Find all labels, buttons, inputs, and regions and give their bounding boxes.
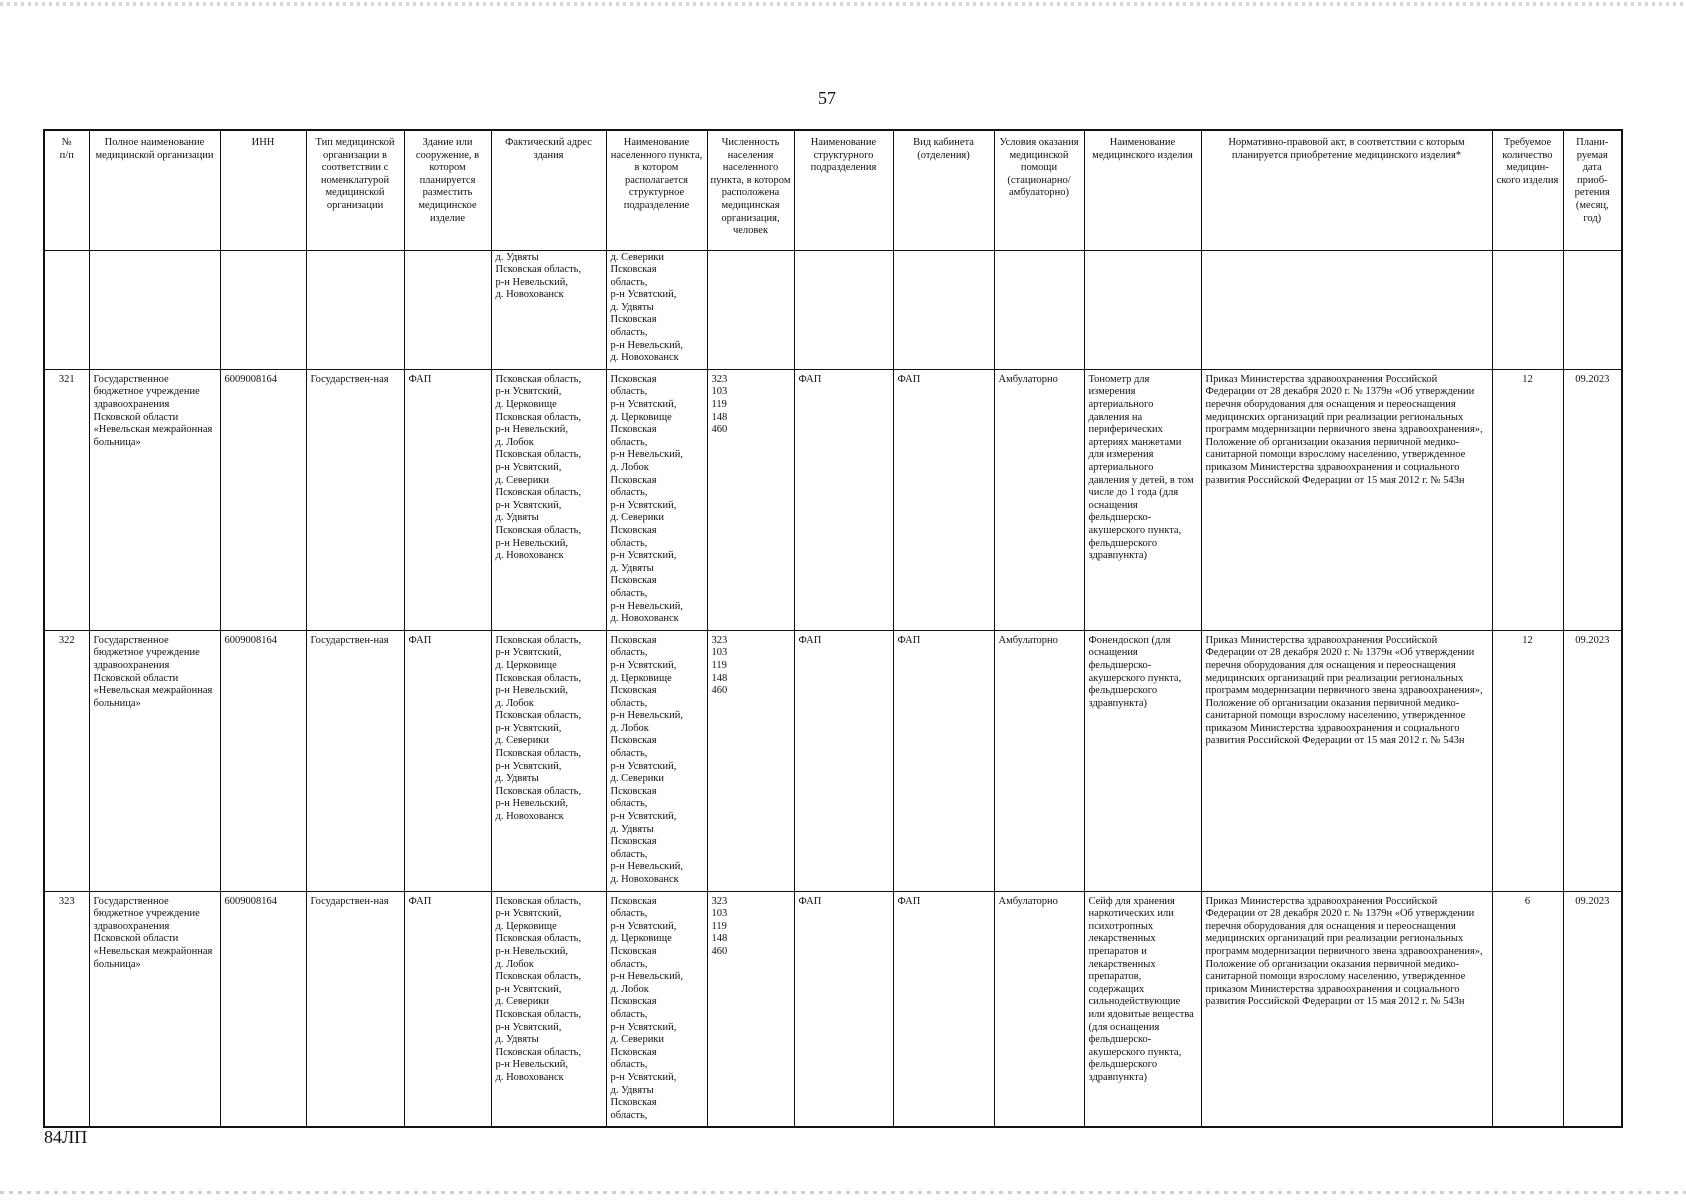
- table-cell: [707, 250, 794, 369]
- org-type-cell: Государствен-ная: [306, 891, 404, 1127]
- building-cell: ФАП: [404, 630, 491, 891]
- table-cell: [89, 250, 220, 369]
- header-date: Плани-руемая дата приоб-ретения (месяц, год): [1563, 130, 1622, 250]
- population-cell: 323 103 119 148 460: [707, 630, 794, 891]
- org-name-cell: Государственное бюджетное учреждение здравоохранения Псковской области «Невельская межрайонная больница»: [89, 630, 220, 891]
- table-cell: [44, 250, 89, 369]
- inn-cell: 6009008164: [220, 891, 306, 1127]
- table-cell: [306, 250, 404, 369]
- date-cell: 09.2023: [1563, 630, 1622, 891]
- table-row: [44, 630, 1622, 891]
- unit-cell: ФАП: [794, 891, 893, 1127]
- page-number: 57: [818, 88, 836, 108]
- building-cell: ФАП: [404, 891, 491, 1127]
- header-inn: ИНН: [220, 130, 306, 250]
- population-cell: 323 103 119 148 460: [707, 369, 794, 630]
- header-legal-act: Нормативно-правовой акт, в соответствии с которым планируется приобретение медицинского изделия*: [1201, 130, 1492, 250]
- table-cell: [1084, 250, 1201, 369]
- header-quantity: Требуемое количество медицин-ского изделия: [1492, 130, 1563, 250]
- scan-edge-top: [0, 2, 1686, 6]
- date-cell: 09.2023: [1563, 369, 1622, 630]
- equipment-table: [43, 129, 1623, 1128]
- device-cell: Тонометр для измерения артериального давления на периферических артериях манжетами для измерения артериального давления у детей, в том числе до 1 года (для оснащения фельдшерско-акушерского пункта, фельдшерского здравпункта): [1084, 369, 1201, 630]
- row-number: 323: [44, 891, 89, 1127]
- table-cell: [994, 250, 1084, 369]
- settlement-cell: д. Северики Псковская область, р-н Усвятский, д. Удвяты Псковская область, р-н Невельский, д. Новохованск: [606, 250, 707, 369]
- table-cell: [794, 250, 893, 369]
- header-address: Фактический адрес здания: [491, 130, 606, 250]
- unit-cell: ФАП: [794, 630, 893, 891]
- org-type-cell: Государствен-ная: [306, 630, 404, 891]
- settlement-cell: Псковская область, р-н Усвятский, д. Церковище Псковская область, р-н Невельский, д. Лобок Псковская область, р-н Усвятский, д. Северики Псковская область, р-н Усвятский, д. Удвяты Псковская область, р-н Невельский, д. Новохованск: [606, 630, 707, 891]
- header-population: Численность населения населенного пункта, в котором расположена медицинская организация, человек: [707, 130, 794, 250]
- org-name-cell: Государственное бюджетное учреждение здравоохранения Псковской области «Невельская межрайонная больница»: [89, 891, 220, 1127]
- legal-act-cell: Приказ Министерства здравоохранения Российской Федерации от 28 декабря 2020 г. № 1379н «Об утверждении перечня оборудования для оснащения и переоснащения медицинских организаций при реализации региональных программ модернизации первичного звена здравоохранения», Положение об организации оказания первичной медико-санитарной помощи взрослому населению, утвержденное приказом Министерства здравоохранения и социального развития Российской Федерации от 15 мая 2012 г. № 543н: [1201, 630, 1492, 891]
- row-number: 321: [44, 369, 89, 630]
- header-settlement: Наименование населенного пункта, в котором располагается структурное подразделение: [606, 130, 707, 250]
- header-row: [44, 130, 1622, 250]
- quantity-cell: 6: [1492, 891, 1563, 1127]
- header-conditions: Условия оказания медицинской помощи (стационарно/ амбулаторно): [994, 130, 1084, 250]
- population-cell: 323 103 119 148 460: [707, 891, 794, 1127]
- quantity-cell: 12: [1492, 630, 1563, 891]
- conditions-cell: Амбулаторно: [994, 630, 1084, 891]
- header-building: Здание или сооружение, в котором планируется разместить медицинское изделие: [404, 130, 491, 250]
- row-number: 322: [44, 630, 89, 891]
- header-number: № п/п: [44, 130, 89, 250]
- address-cell: Псковская область, р-н Усвятский, д. Церковище Псковская область, р-н Невельский, д. Лобок Псковская область, р-н Усвятский, д. Северики Псковская область, р-н Усвятский, д. Удвяты Псковская область, р-н Невельский, д. Новохованск: [491, 369, 606, 630]
- table-cell: [893, 250, 994, 369]
- address-cell: д. Удвяты Псковская область, р-н Невельский, д. Новохованск: [491, 250, 606, 369]
- scan-edge-bottom: [0, 1191, 1686, 1194]
- device-cell: Сейф для хранения наркотических или психотропных лекарственных препаратов и лекарственных препаратов, содержащих сильнодействующие или ядовитые вещества (для оснащения фельдшерско-акушерского пункта, фельдшерского здравпункта): [1084, 891, 1201, 1127]
- conditions-cell: Амбулаторно: [994, 891, 1084, 1127]
- header-org-type: Тип медицинской организации в соответствии с номенклатурой медицинской организации: [306, 130, 404, 250]
- table-cell: [1563, 250, 1622, 369]
- table-row: [44, 369, 1622, 630]
- inn-cell: 6009008164: [220, 630, 306, 891]
- conditions-cell: Амбулаторно: [994, 369, 1084, 630]
- table-cell: [404, 250, 491, 369]
- header-device: Наименование медицинского изделия: [1084, 130, 1201, 250]
- settlement-cell: Псковская область, р-н Усвятский, д. Церковище Псковская область, р-н Невельский, д. Лобок Псковская область, р-н Усвятский, д. Северики Псковская область, р-н Усвятский, д. Удвяты Псковская область,: [606, 891, 707, 1127]
- table-cell: [1492, 250, 1563, 369]
- building-cell: ФАП: [404, 369, 491, 630]
- address-cell: Псковская область, р-н Усвятский, д. Церковище Псковская область, р-н Невельский, д. Лобок Псковская область, р-н Усвятский, д. Северики Псковская область, р-н Усвятский, д. Удвяты Псковская область, р-н Невельский, д. Новохованск: [491, 891, 606, 1127]
- header-unit: Наименование структурного подразделения: [794, 130, 893, 250]
- org-type-cell: Государствен-ная: [306, 369, 404, 630]
- org-name-cell: Государственное бюджетное учреждение здравоохранения Псковской области «Невельская межрайонная больница»: [89, 369, 220, 630]
- continuation-row: [44, 250, 1622, 369]
- table-cell: [1201, 250, 1492, 369]
- header-org-name: Полное наименование медицинской организации: [89, 130, 220, 250]
- cabinet-cell: ФАП: [893, 630, 994, 891]
- header-cabinet: Вид кабинета (отделения): [893, 130, 994, 250]
- cabinet-cell: ФАП: [893, 369, 994, 630]
- date-cell: 09.2023: [1563, 891, 1622, 1127]
- cabinet-cell: ФАП: [893, 891, 994, 1127]
- table-row: [44, 891, 1622, 1127]
- settlement-cell: Псковская область, р-н Усвятский, д. Церковище Псковская область, р-н Невельский, д. Лобок Псковская область, р-н Усвятский, д. Северики Псковская область, р-н Усвятский, д. Удвяты Псковская область, р-н Невельский, д. Новохованск: [606, 369, 707, 630]
- address-cell: Псковская область, р-н Усвятский, д. Церковище Псковская область, р-н Невельский, д. Лобок Псковская область, р-н Усвятский, д. Северики Псковская область, р-н Усвятский, д. Удвяты Псковская область, р-н Невельский, д. Новохованск: [491, 630, 606, 891]
- legal-act-cell: Приказ Министерства здравоохранения Российской Федерации от 28 декабря 2020 г. № 1379н «Об утверждении перечня оборудования для оснащения и переоснащения медицинских организаций при реализации региональных программ модернизации первичного звена здравоохранения», Положение об организации оказания первичной медико-санитарной помощи взрослому населению, утвержденное приказом Министерства здравоохранения и социального развития Российской Федерации от 15 мая 2012 г. № 543н: [1201, 891, 1492, 1127]
- unit-cell: ФАП: [794, 369, 893, 630]
- table-cell: [220, 250, 306, 369]
- document-code: 84ЛП: [44, 1127, 88, 1147]
- quantity-cell: 12: [1492, 369, 1563, 630]
- inn-cell: 6009008164: [220, 369, 306, 630]
- device-cell: Фонендоскоп (для оснащения фельдшерско-акушерского пункта, фельдшерского здравпункта): [1084, 630, 1201, 891]
- legal-act-cell: Приказ Министерства здравоохранения Российской Федерации от 28 декабря 2020 г. № 1379н «Об утверждении перечня оборудования для оснащения и переоснащения медицинских организаций при реализации региональных программ модернизации первичного звена здравоохранения», Положение об организации оказания первичной медико-санитарной помощи взрослому населению, утвержденное приказом Министерства здравоохранения и социального развития Российской Федерации от 15 мая 2012 г. № 543н: [1201, 369, 1492, 630]
